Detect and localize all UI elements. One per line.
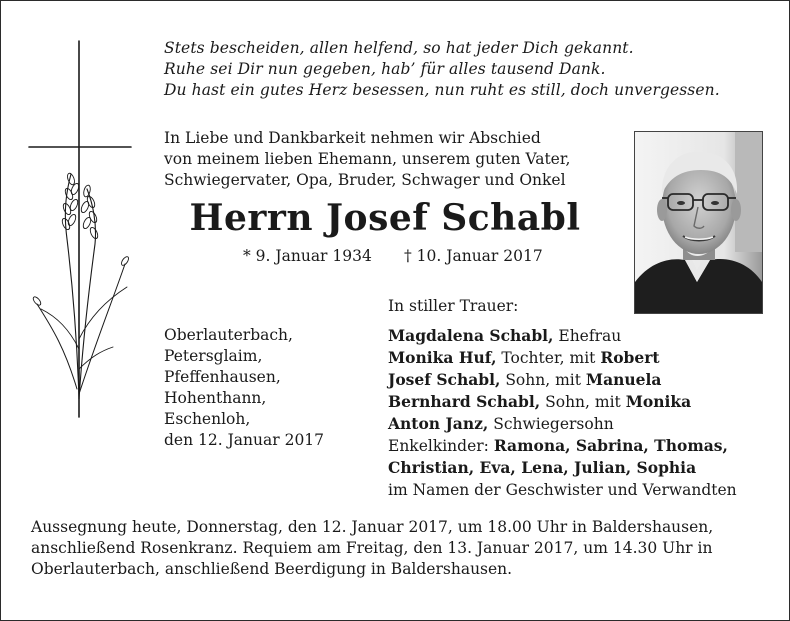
intro-line: von meinem lieben Ehemann, unserem guten Vater, (164, 150, 571, 168)
relatives-text: im Namen der Geschwister und Verwandten (388, 481, 737, 499)
deceased-name: Herrn Josef Schabl (189, 197, 581, 239)
notice-line: anschließend Rosenkranz. Requiem am Freitag, den 13. Januar 2017, um 14.30 Uhr in (31, 539, 713, 557)
portrait-photo (634, 131, 763, 314)
place-line: Pfeffenhausen, (164, 368, 281, 386)
mourner-line (388, 369, 737, 391)
mourner-name: Monika Huf, (388, 348, 497, 367)
mourners-list (388, 325, 737, 501)
farewell-intro (164, 128, 571, 191)
places-list (164, 325, 324, 451)
mourner-line (388, 413, 737, 435)
mourner-name: Bernhard Schabl, (388, 392, 541, 411)
mourner-partner: Manuela (585, 370, 662, 389)
intro-line: In Liebe und Dankbarkeit nehmen wir Abschied (164, 129, 541, 147)
place-date-line: den 12. Januar 2017 (164, 431, 325, 449)
motto-line: Du hast ein gutes Herz besessen, nun ruht es still, doch unvergessen. (164, 81, 720, 99)
notice-line: Aussegnung heute, Donnerstag, den 12. Januar 2017, um 18.00 Uhr in Baldershausen, (31, 518, 714, 536)
service-notice (31, 517, 713, 580)
notice-line: Oberlauterbach, anschließend Beerdigung in Baldershausen. (31, 560, 513, 578)
portrait-image (635, 132, 762, 313)
mourner-line (388, 391, 737, 413)
grandchildren-names: Christian, Eva, Lena, Julian, Sophia (388, 458, 697, 477)
grandchildren-line (388, 457, 737, 479)
mourner-relation: Ehefrau (553, 327, 622, 345)
mourner-relation: Schwiegersohn (488, 415, 614, 433)
relatives-line (388, 479, 737, 501)
mourner-line (388, 325, 737, 347)
intro-line: Schwiegervater, Opa, Bruder, Schwager und Onkel (164, 171, 566, 189)
death-date: † 10. Januar 2017 (404, 247, 543, 265)
mourning-heading: In stiller Trauer: (388, 297, 519, 315)
mourner-relation: Sohn, mit (500, 371, 586, 389)
grandchildren-names: Ramona, Sabrina, Thomas, (493, 436, 728, 455)
mourner-name: Anton Janz, (388, 414, 489, 433)
mourner-line (388, 347, 737, 369)
motto-verse (164, 38, 720, 101)
grandchildren-label: Enkelkinder: (388, 437, 494, 455)
mourner-name: Magdalena Schabl, (388, 326, 554, 345)
place-line: Petersglaim, (164, 347, 263, 365)
place-line: Hohenthann, (164, 389, 267, 407)
mourner-relation: Sohn, mit (540, 393, 626, 411)
grandchildren-line (388, 435, 737, 457)
birth-date: * 9. Januar 1934 (243, 247, 372, 265)
mourner-partner: Robert (600, 348, 660, 367)
motto-line: Stets bescheiden, allen helfend, so hat jeder Dich gekannt. (164, 39, 634, 57)
place-line: Eschenloh, (164, 410, 251, 428)
mourner-partner: Monika (625, 392, 692, 411)
place-line: Oberlauterbach, (164, 326, 293, 344)
mourner-relation: Tochter, mit (496, 349, 601, 367)
mourner-name: Josef Schabl, (388, 370, 501, 389)
motto-line: Ruhe sei Dir nun gegeben, hab’ für alles tausend Dank. (164, 60, 606, 78)
